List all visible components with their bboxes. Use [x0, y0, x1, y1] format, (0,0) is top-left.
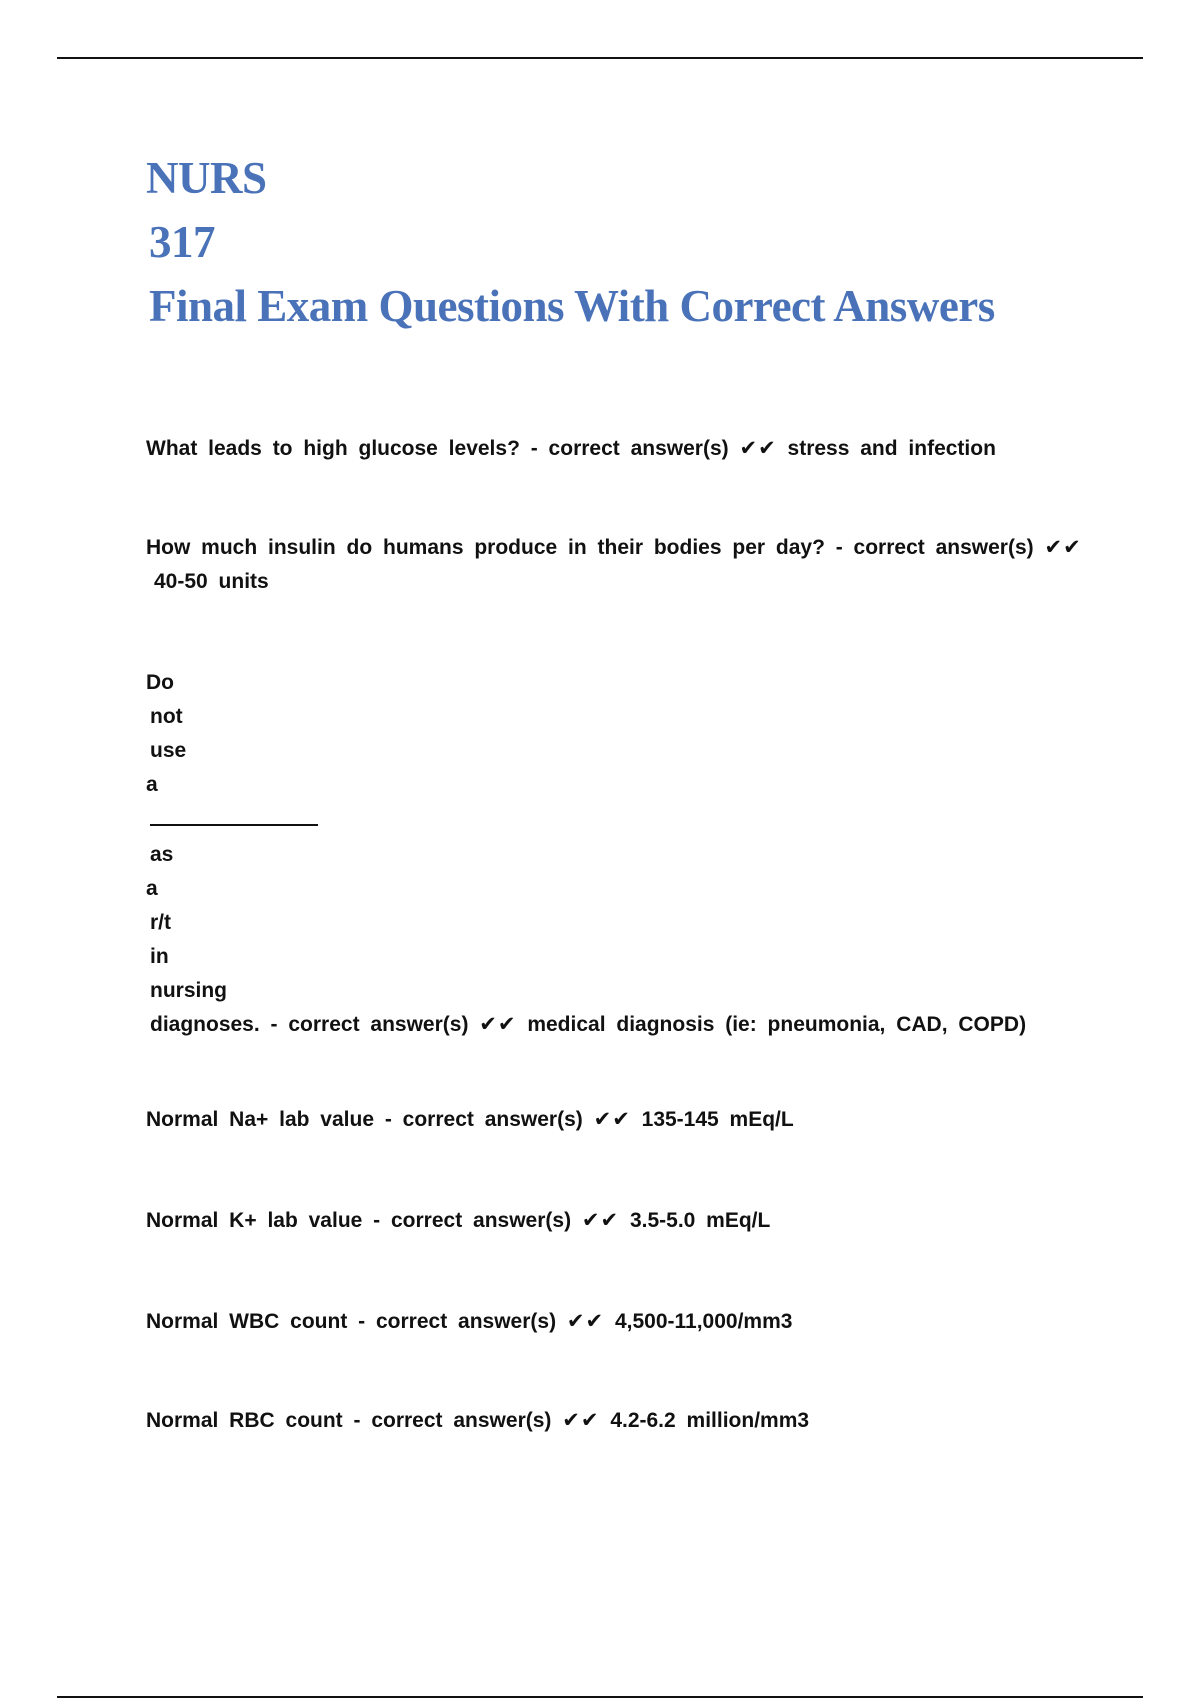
document-title	[146, 146, 995, 338]
question-word: not	[150, 705, 183, 728]
check-icon: ✔✔	[562, 1409, 600, 1432]
check-icon: ✔✔	[593, 1108, 631, 1131]
answer-text: 3.5-5.0 mEq/L	[629, 1209, 771, 1232]
answer-text: 135-145 mEq/L	[641, 1108, 794, 1131]
answer-text: stress and infection	[787, 437, 996, 460]
check-icon: ✔✔	[581, 1209, 620, 1232]
fill-in-blank	[150, 802, 318, 826]
question-word: r/t	[150, 911, 171, 934]
answer-text: 40-50 units	[154, 570, 269, 593]
check-icon: ✔✔	[479, 1013, 517, 1036]
question-text: Normal Na+ lab value - correct answer(s)	[146, 1108, 583, 1131]
qa-item-glucose	[146, 432, 996, 466]
question-text: What leads to high glucose levels? - correct answer(s)	[146, 437, 729, 460]
title-line-number: 317	[149, 217, 215, 267]
qa-item-wbc	[146, 1305, 792, 1339]
question-text: diagnoses. - correct answer(s)	[150, 1013, 469, 1036]
qa-item-sodium	[146, 1103, 794, 1137]
title-line-subtitle: Final Exam Questions With Correct Answers	[149, 281, 995, 331]
question-text: Normal WBC count - correct answer(s)	[146, 1310, 557, 1333]
qa-item-potassium	[146, 1204, 770, 1238]
answer-text: 4.2-6.2 million/mm3	[610, 1409, 810, 1432]
question-text: Normal K+ lab value - correct answer(s)	[146, 1209, 572, 1232]
qa-item-insulin	[146, 531, 1082, 599]
question-word: a	[146, 877, 158, 900]
qa-item-nursing-diagnosis	[146, 666, 1026, 1042]
check-icon: ✔✔	[739, 437, 777, 460]
qa-item-rbc	[146, 1404, 809, 1438]
question-word: in	[150, 945, 169, 968]
question-word: use	[150, 739, 187, 762]
answer-text: medical diagnosis (ie: pneumonia, CAD, COPD)	[527, 1013, 1027, 1036]
question-word: Do	[146, 671, 174, 694]
question-word: nursing	[150, 979, 227, 1002]
footer-rule	[57, 1696, 1143, 1698]
question-word: a	[146, 773, 158, 796]
title-line-course: NURS	[146, 153, 267, 203]
answer-text: 4,500-11,000/mm3	[614, 1310, 793, 1333]
question-text: Normal RBC count - correct answer(s)	[146, 1409, 552, 1432]
question-text: How much insulin do humans produce in their bodies per day? - correct answer(s)	[146, 536, 1034, 559]
check-icon: ✔✔	[1044, 536, 1082, 559]
question-word: as	[150, 843, 174, 866]
header-rule	[57, 57, 1143, 59]
check-icon: ✔✔	[566, 1310, 605, 1333]
